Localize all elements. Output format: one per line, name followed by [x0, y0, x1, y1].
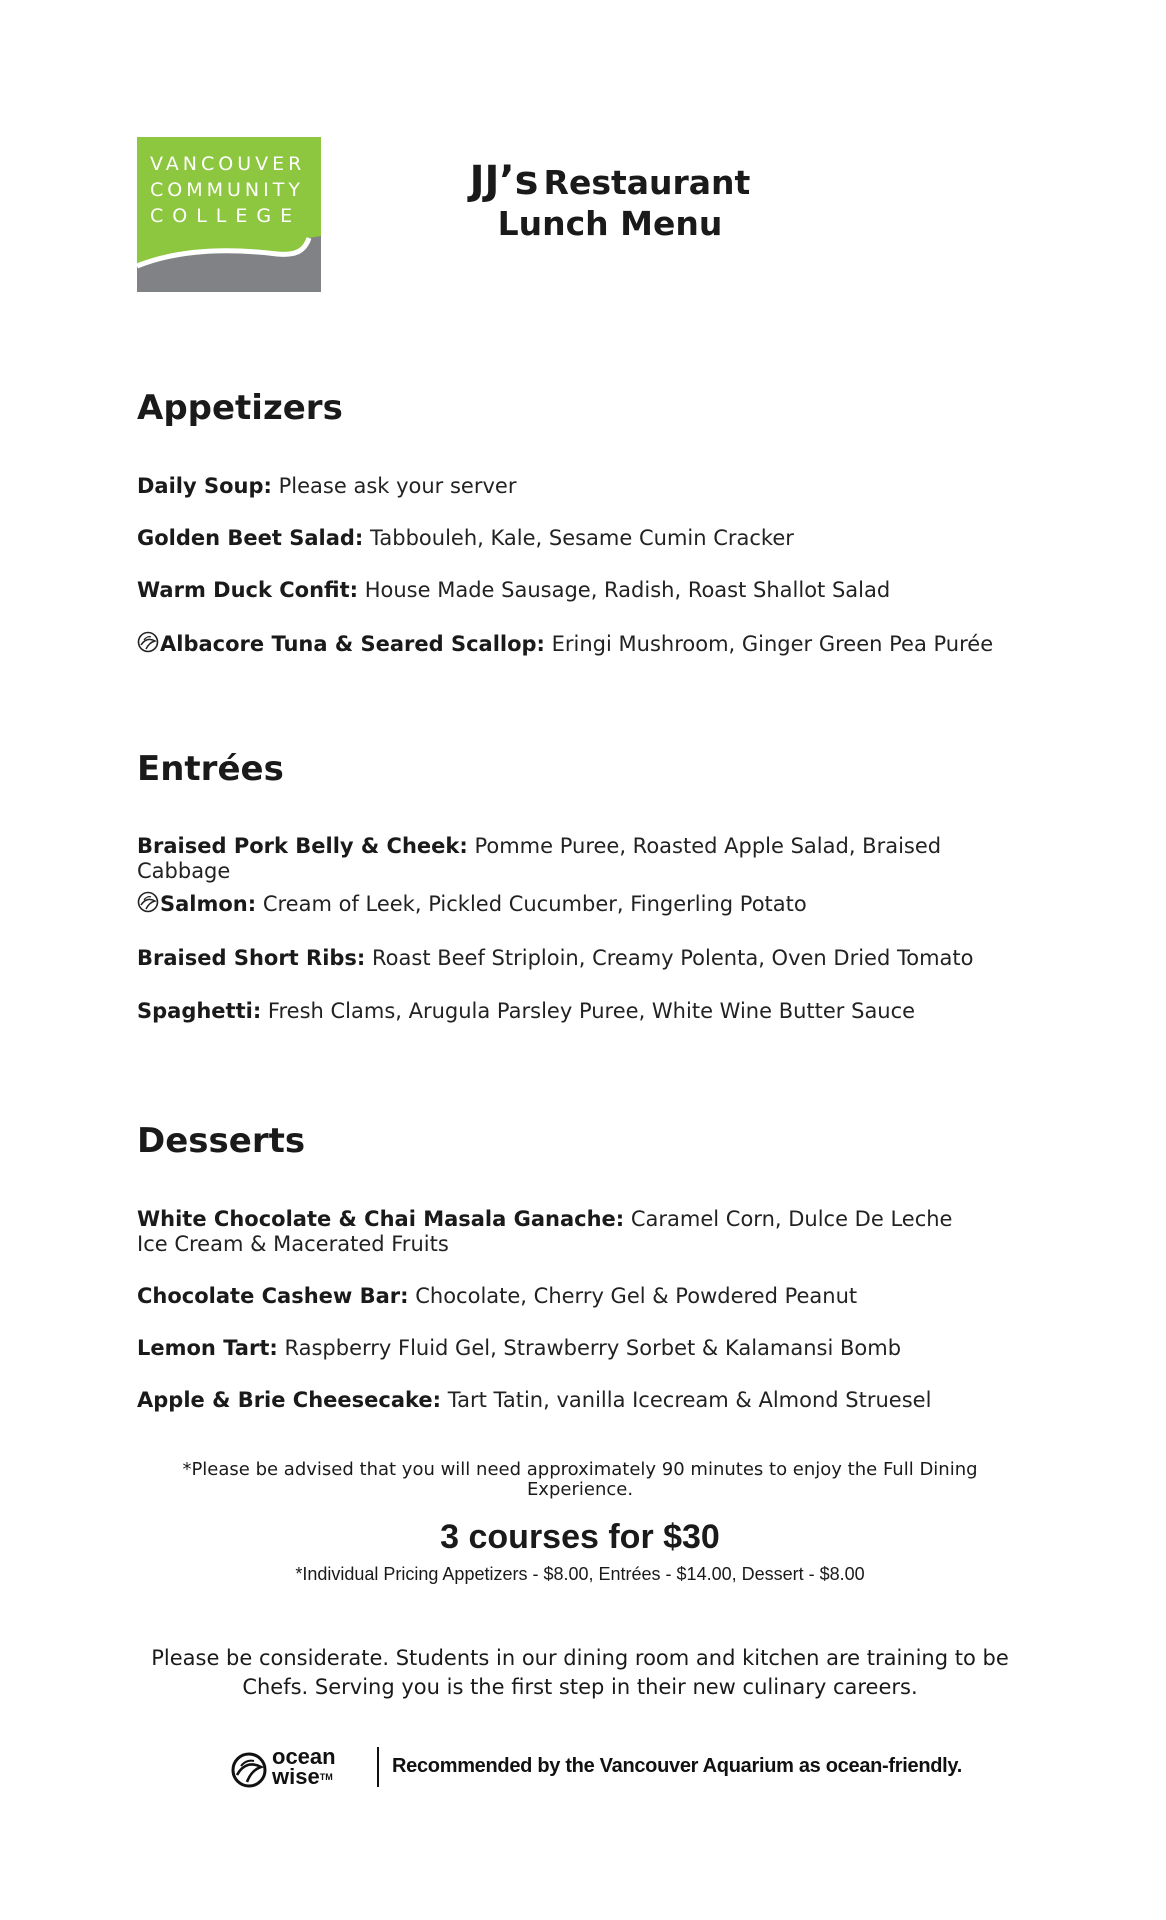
appetizers-heading: Appetizers [137, 388, 343, 428]
menu-item [137, 891, 1017, 917]
menu-item [137, 474, 1017, 499]
item-name: Lemon Tart: [137, 1336, 278, 1360]
ocean-wise-icon [137, 891, 159, 913]
item-name: Braised Short Ribs: [137, 946, 366, 970]
menu-item [137, 1207, 967, 1257]
item-desc: Chocolate, Cherry Gel & Powdered Peanut [415, 1284, 858, 1308]
item-name: Daily Soup: [137, 474, 272, 498]
item-desc: Raspberry Fluid Gel, Strawberry Sorbet & Kalamansi Bomb [284, 1336, 902, 1360]
banner-divider [377, 1747, 379, 1787]
item-desc: Caramel Corn, Dulce De Leche Ice Cream & Macerated Fruits [137, 1207, 953, 1256]
desserts-heading: Desserts [137, 1121, 306, 1161]
menu-item [137, 834, 1017, 884]
menu-title [420, 158, 800, 243]
ocean-wise-logo-icon [230, 1751, 268, 1789]
menu-item [137, 946, 1017, 971]
item-desc: House Made Sausage, Radish, Roast Shallot Salad [364, 578, 891, 602]
item-desc: Tart Tatin, vanilla Icecream & Almond Struesel [447, 1388, 932, 1412]
item-desc: Eringi Mushroom, Ginger Green Pea Purée [551, 632, 994, 656]
wise-word: wise [272, 1764, 320, 1789]
item-desc: Pomme Puree, Roasted Apple Salad, Braised Cabbage [137, 834, 942, 883]
menu-subtitle: Lunch Menu [497, 204, 723, 243]
menu-item [137, 1336, 1017, 1361]
item-desc: Please ask your server [278, 474, 517, 498]
item-desc: Tabbouleh, Kale, Sesame Cumin Cracker [370, 526, 794, 550]
individual-pricing: *Individual Pricing Appetizers - $8.00, Entrées - $14.00, Dessert - $8.00 [295, 1564, 865, 1584]
menu-item [137, 1284, 1017, 1309]
menu-item [137, 999, 1017, 1024]
menu-item [137, 578, 1017, 603]
ocean-wise-banner [230, 1745, 990, 1795]
logo-wave-graphic [137, 232, 321, 292]
item-name: Braised Pork Belly & Cheek: [137, 834, 468, 858]
item-name: Spaghetti: [137, 999, 262, 1023]
item-desc: Fresh Clams, Arugula Parsley Puree, White Wine Butter Sauce [267, 999, 916, 1023]
ocean-wise-wordmark [272, 1744, 336, 1789]
price-offer: 3 courses for $30 [440, 1518, 720, 1556]
item-name: Warm Duck Confit: [137, 578, 359, 602]
entrees-heading: Entrées [137, 749, 284, 789]
student-notice: Please be considerate. Students in our dining room and kitchen are training to be Chefs. Serving you is the first step in their new culinary careers. [151, 1646, 1009, 1699]
logo-line-3: COLLEGE [150, 205, 302, 227]
item-desc: Roast Beef Striploin, Creamy Polenta, Oven Dried Tomato [372, 946, 974, 970]
menu-item [137, 1388, 1017, 1413]
ocean-word: ocean [272, 1744, 336, 1769]
item-name: Golden Beet Salad: [137, 526, 364, 550]
item-name: Salmon: [160, 892, 257, 916]
item-name: Apple & Brie Cheesecake: [137, 1388, 442, 1412]
item-name: Chocolate Cashew Bar: [137, 1284, 409, 1308]
item-desc: Cream of Leek, Pickled Cucumber, Fingerling Potato [262, 892, 807, 916]
item-name: Albacore Tuna & Seared Scallop: [160, 632, 545, 656]
dining-time-notice: *Please be advised that you will need approximately 90 minutes to enjoy the Full Dining Experience. [182, 1459, 978, 1500]
menu-item [137, 631, 1017, 657]
trademark: TM [319, 1772, 333, 1782]
restaurant-name-jj: JJ’s [469, 158, 539, 204]
logo-line-1: VANCOUVER [150, 153, 306, 175]
aquarium-recommendation: Recommended by the Vancouver Aquarium as ocean-friendly. [392, 1755, 963, 1777]
menu-item [137, 526, 1017, 551]
logo-line-2: COMMUNITY [150, 179, 304, 201]
item-name: White Chocolate & Chai Masala Ganache: [137, 1207, 625, 1231]
ocean-wise-icon [137, 631, 159, 653]
restaurant-word: Restaurant [543, 163, 751, 202]
vcc-logo [137, 137, 321, 292]
